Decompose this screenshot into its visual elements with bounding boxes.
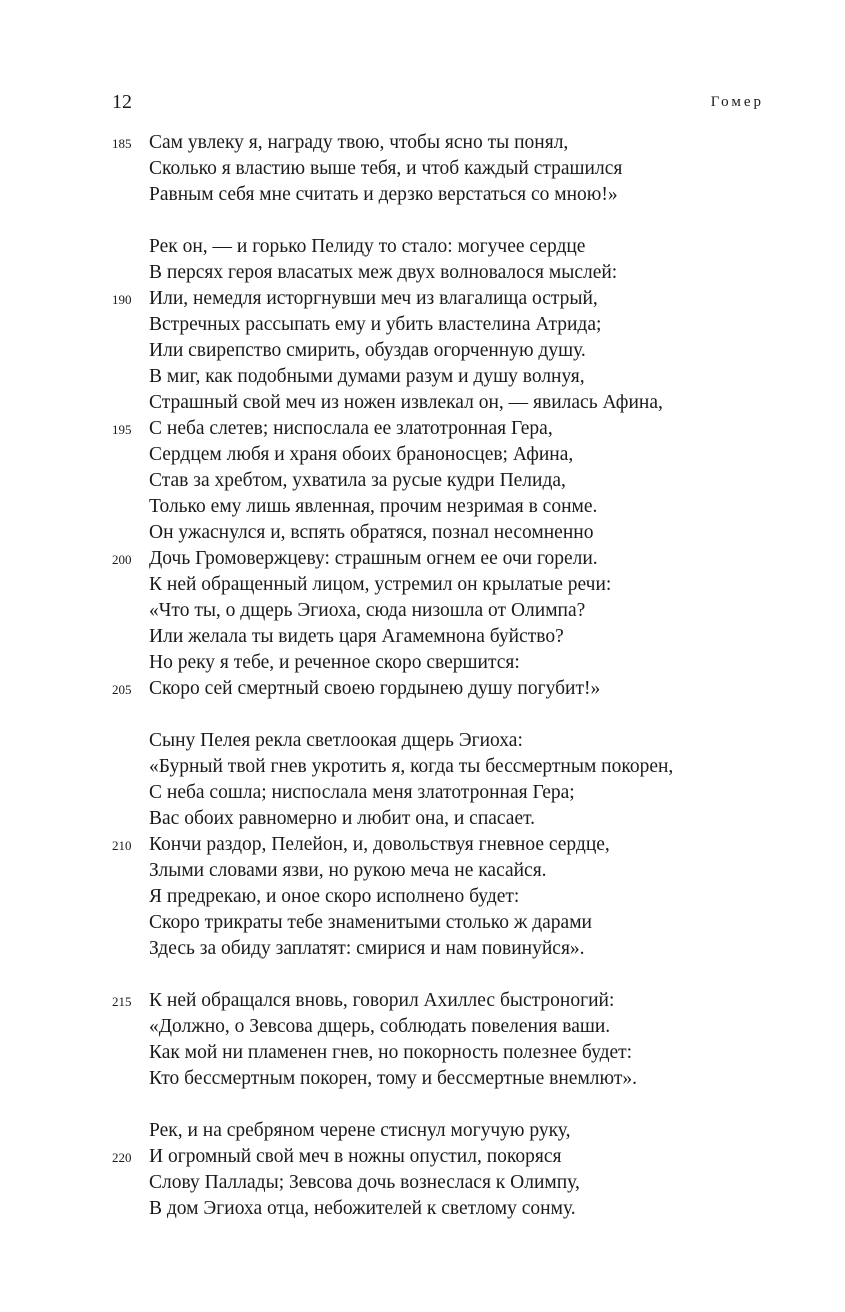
verse-line <box>112 156 812 182</box>
verse-text: Сам увлеку я, награду твою, чтобы ясно ты понял, <box>149 132 569 153</box>
line-number: 210 <box>112 838 132 853</box>
verse-line <box>112 364 812 390</box>
verse-text: И огромный свой меч в ножны опустил, покоряся <box>149 1146 562 1167</box>
verse-text: К ней обращенный лицом, устремил он крылатые речи: <box>149 574 612 595</box>
verse-text: Или свирепство смирить, обуздав огорченную душу. <box>149 340 586 361</box>
verse-text: В персях героя власатых меж двух волновалося мыслей: <box>149 262 618 283</box>
page-number: 12 <box>112 91 132 113</box>
verse-line <box>112 910 812 936</box>
poem-text <box>112 130 812 1222</box>
verse-text: Слову Паллады; Зевсова дочь вознеслася к Олимпу, <box>149 1172 580 1193</box>
verse-text: Рек, и на сребряном черене стиснул могучую руку, <box>149 1120 571 1141</box>
line-number: 215 <box>112 994 132 1009</box>
line-number: 185 <box>112 136 132 151</box>
verse-line <box>112 1144 812 1170</box>
verse-line <box>112 416 812 442</box>
verse-line <box>112 546 812 572</box>
verse-line <box>112 442 812 468</box>
verse-line <box>112 338 812 364</box>
verse-text: В миг, как подобными думами разум и душу волнуя, <box>149 366 585 387</box>
verse-line <box>112 520 812 546</box>
verse-text: Только ему лишь явленная, прочим незримая в сонме. <box>149 496 598 517</box>
verse-text: Сыну Пелея рекла светлоокая дщерь Эгиоха: <box>149 730 523 751</box>
verse-line <box>112 130 812 156</box>
verse-line <box>112 1118 812 1144</box>
verse-text: Или желала ты видеть царя Агамемнона буйство? <box>149 626 564 647</box>
verse-text: Став за хребтом, ухватила за русые кудри Пелида, <box>149 470 566 491</box>
verse-text: Как мой ни пламенен гнев, но покорность полезнее будет: <box>149 1042 633 1063</box>
verse-line <box>112 286 812 312</box>
verse-line <box>112 1066 812 1092</box>
verse-text: Но реку я тебе, и реченное скоро свершится: <box>149 652 520 673</box>
line-number: 220 <box>112 1150 132 1165</box>
verse-text: В дом Эгиоха отца, небожителей к светлому сонму. <box>149 1198 576 1219</box>
verse-text: Скоро трикраты тебе знаменитыми столько ж дарами <box>149 912 592 933</box>
verse-text: С неба слетев; ниспослала ее златотронная Гера, <box>149 418 553 439</box>
verse-line <box>112 572 812 598</box>
verse-line <box>112 312 812 338</box>
line-number: 200 <box>112 552 132 567</box>
verse-line <box>112 260 812 286</box>
verse-text: Страшный свой меч из ножен извлекал он, — явилась Афина, <box>149 392 663 413</box>
verse-line <box>112 780 812 806</box>
stanza <box>112 1118 812 1222</box>
verse-text: С неба сошла; ниспослала меня златотронная Гера; <box>149 782 575 803</box>
verse-line <box>112 988 812 1014</box>
verse-line <box>112 936 812 962</box>
verse-text: Встречных рассыпать ему и убить властелина Атрида; <box>149 314 602 335</box>
verse-line <box>112 182 812 208</box>
verse-line <box>112 650 812 676</box>
verse-text: К ней обращался вновь, говорил Ахиллес быстроногий: <box>149 990 615 1011</box>
verse-text: Сердцем любя и храня обоих браноносцев; Афина, <box>149 444 574 465</box>
verse-text: Злыми словами язви, но рукою меча не касайся. <box>149 860 547 881</box>
verse-line <box>112 858 812 884</box>
stanza <box>112 988 812 1092</box>
verse-text: Здесь за обиду заплатят: смирися и нам повинуйся». <box>149 938 585 959</box>
verse-text: Дочь Громовержцеву: страшным огнем ее очи горели. <box>149 548 598 569</box>
verse-line <box>112 676 812 702</box>
verse-text: Кончи раздор, Пелейон, и, довольствуя гневное сердце, <box>149 834 610 855</box>
verse-line <box>112 494 812 520</box>
verse-line <box>112 390 812 416</box>
verse-text: Кто бессмертным покорен, тому и бессмертные внемлют». <box>149 1068 637 1089</box>
verse-text: Вас обоих равномерно и любит она, и спасает. <box>149 808 536 829</box>
verse-line <box>112 1170 812 1196</box>
verse-text: «Должно, о Зевсова дщерь, соблюдать повеления ваши. <box>149 1016 611 1037</box>
verse-line <box>112 754 812 780</box>
verse-text: Скоро сей смертный своею гордынею душу погубит!» <box>149 678 601 699</box>
line-number: 195 <box>112 422 132 437</box>
verse-text: Рек он, — и горько Пелиду то стало: могучее сердце <box>149 236 586 257</box>
stanza <box>112 728 812 962</box>
verse-text: «Бурный твой гнев укротить я, когда ты бессмертным покорен, <box>149 756 674 777</box>
line-number: 205 <box>112 682 132 697</box>
verse-line <box>112 1196 812 1222</box>
verse-text: Равным себя мне считать и дерзко верстаться со мною!» <box>149 184 618 205</box>
verse-line <box>112 234 812 260</box>
page-header <box>112 88 764 116</box>
verse-text: Он ужаснулся и, вспять обратяся, познал несомненно <box>149 522 594 543</box>
stanza <box>112 130 812 208</box>
running-head: Гомер <box>710 94 764 110</box>
verse-text: Сколько я властию выше тебя, и чтоб каждый страшился <box>149 158 623 179</box>
verse-line <box>112 884 812 910</box>
verse-line <box>112 468 812 494</box>
verse-line <box>112 806 812 832</box>
verse-text: «Что ты, о дщерь Эгиоха, сюда низошла от Олимпа? <box>149 600 586 621</box>
verse-text: Я предрекаю, и оное скоро исполнено будет: <box>149 886 520 907</box>
verse-line <box>112 624 812 650</box>
verse-line <box>112 598 812 624</box>
verse-line <box>112 832 812 858</box>
verse-line <box>112 728 812 754</box>
line-number: 190 <box>112 292 132 307</box>
verse-line <box>112 1014 812 1040</box>
verse-line <box>112 1040 812 1066</box>
stanza <box>112 234 812 702</box>
verse-text: Или, немедля исторгнувши меч из влагалища острый, <box>149 288 598 309</box>
